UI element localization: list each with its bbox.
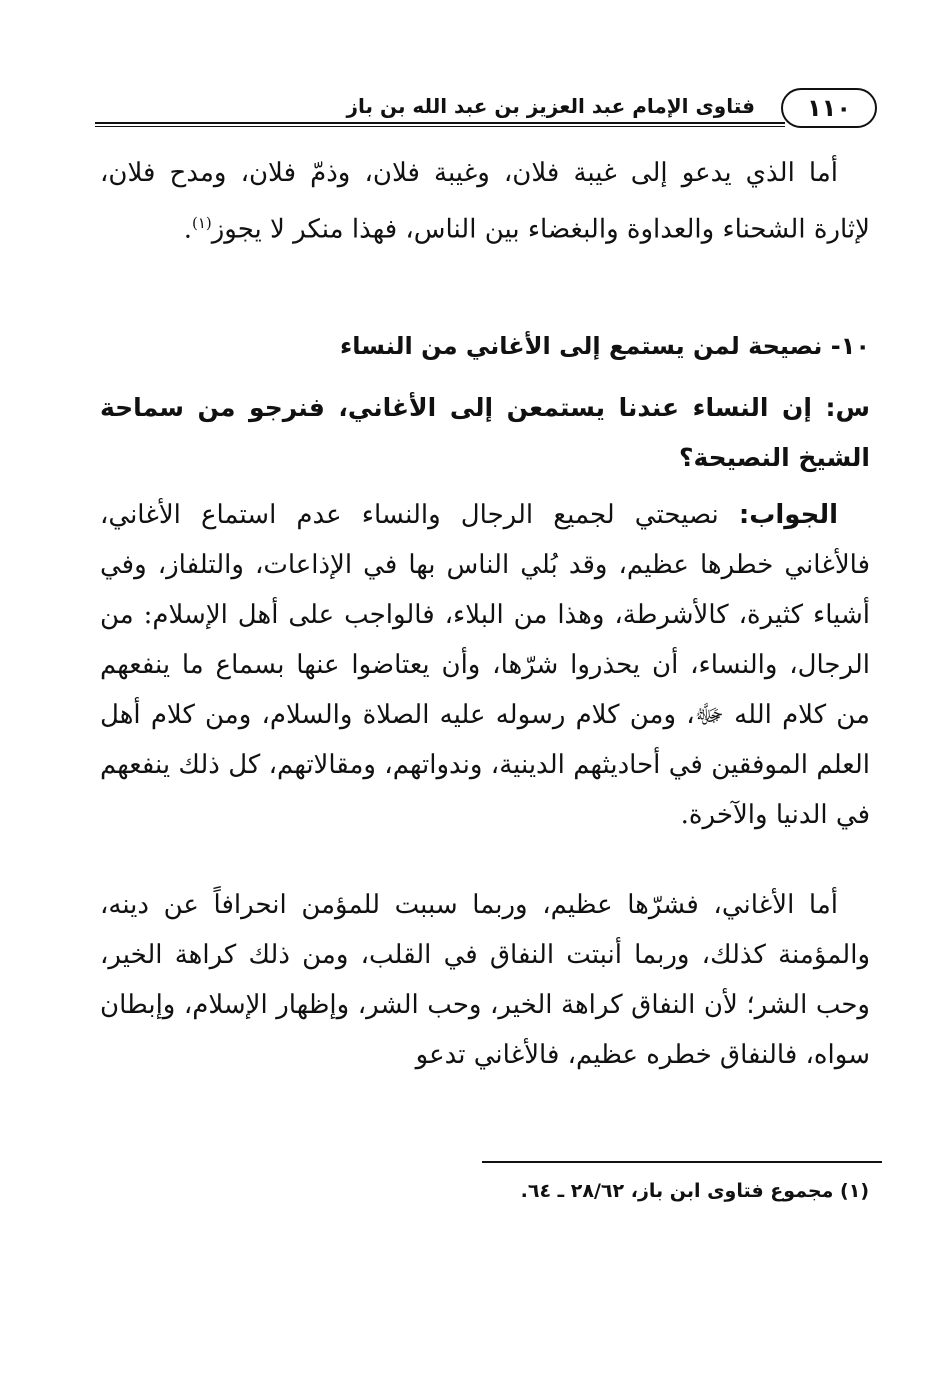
answer-text: نصيحتي لجميع الرجال والنساء عدم استماع الأغاني، فالأغاني خطرها عظيم، وقد بُلي الناس بها في الإذاعات، والتلفاز، وفي أشياء كثيرة، كالأشرطة، وهذا من البلاء، فالواجب على أهل الإسلام: من الرجال، والنساء، أن يحذروا شرّها، وأن يعتاضوا عنها بسماع ما ينفعهم من كلام الله ﷻ، ومن كلام رسوله عليه الصلاة والسلام، ومن كلام أهل العلم الموفقين في أحاديثهم الدينية، وندواتهم، ومقالاتهم، كل ذلك ينفعهم في الدنيا والآخرة. [100, 500, 870, 830]
header-rule-thin [95, 126, 785, 127]
footnote-separator [482, 1161, 882, 1163]
footnote: (١) مجموع فتاوى ابن باز، ٢٨/٦٢ ـ ٦٤. [520, 1180, 869, 1202]
page-header [95, 88, 865, 132]
paragraph-3-text: أما الأغاني، فشرّها عظيم، وربما سببت للمؤمن انحرافاً عن دينه، والمؤمنة كذلك، وربما أنبتت النفاق في القلب، ومن ذلك كراهة الخير، وحب الشر؛ لأن النفاق كراهة الخير، وحب الشر، وإظهار الإسلام، وإبطان سواه، فالنفاق خطره عظيم، فالأغاني تدعو [100, 890, 870, 1070]
paragraph-3 [100, 880, 870, 1080]
section-heading-text: ١٠- نصيحة لمن يستمع إلى الأغاني من النساء [340, 332, 870, 360]
section-heading [100, 326, 870, 366]
page-number: ١١٠ [781, 88, 877, 128]
question-text: س: إن النساء عندنا يستمعن إلى الأغاني، فنرجو من سماحة الشيخ النصيحة؟ [100, 393, 870, 472]
answer [100, 490, 870, 840]
footnote-ref[interactable]: (١) [191, 214, 212, 232]
paragraph-1-text: أما الذي يدعو إلى غيبة فلان، وغيبة فلان، وذمّ فلان، ومدح فلان، لإثارة الشحناء والعداوة والبغضاء بين الناس، فهذا منكر لا يجوز [100, 158, 870, 245]
paragraph-1-end: . [183, 214, 192, 245]
running-title: فتاوى الإمام عبد العزيز بن عبد الله بن باز [346, 94, 755, 118]
header-rule [95, 122, 785, 124]
answer-lead: الجواب: [738, 500, 838, 530]
question [100, 383, 870, 483]
paragraph-1 [100, 148, 870, 255]
